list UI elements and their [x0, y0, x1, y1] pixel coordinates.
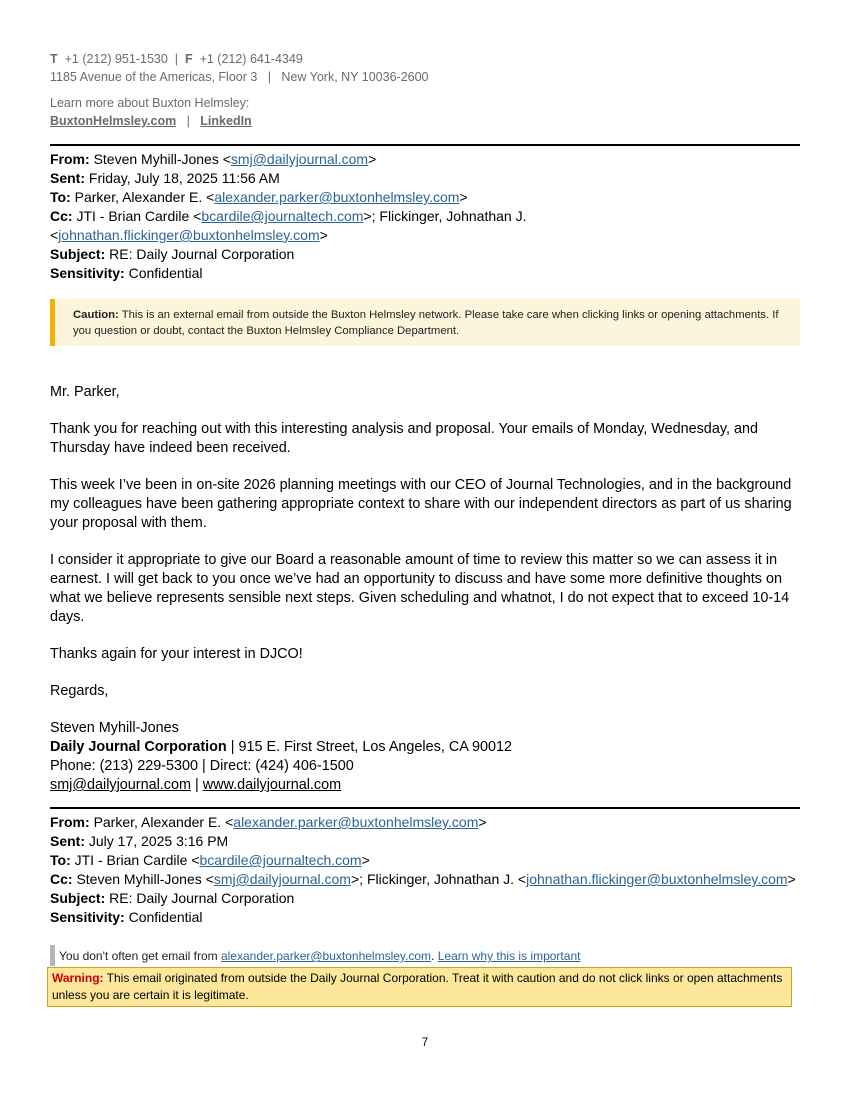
body-paragraph: This week I’ve been in on-site 2026 planning meetings with our CEO of Journal Technologies, and in the background my colleagues have been gathering appropriate context to share with our independent directors as part of us sharing your proposal with them.: [50, 477, 792, 531]
email2-cc2-email-link[interactable]: johnathan.flickinger@buxtonhelmsley.com: [526, 871, 788, 887]
email1-cc: Cc: JTI - Brian Cardile <bcardile@journaltech.com>; Flickinger, Johnathan J. <johnathan.flickinger@buxtonhelmsley.com>: [50, 208, 527, 243]
email1-to: To: Parker, Alexander E. <alexander.parker@buxtonhelmsley.com>: [50, 189, 468, 205]
signature-links-line: smj@dailyjournal.com | www.dailyjournal.com: [50, 777, 342, 793]
email2-to-email-link[interactable]: bcardile@journaltech.com: [199, 852, 362, 868]
email1-from-email-link[interactable]: smj@dailyjournal.com: [230, 151, 369, 167]
learn-more-text: Learn more about Buxton Helmsley:: [50, 96, 250, 110]
email1-to-email-link[interactable]: alexander.parker@buxtonhelmsley.com: [214, 189, 460, 205]
email2-header: [50, 813, 800, 927]
email2-subject: Subject: RE: Daily Journal Corporation: [50, 890, 295, 906]
page-number: 7: [421, 1037, 429, 1049]
closing: Regards,: [50, 683, 109, 699]
signature-site-link[interactable]: www.dailyjournal.com: [202, 777, 342, 793]
email1-from: From: Steven Myhill-Jones <smj@dailyjournal.com>: [50, 151, 377, 167]
email1-cc1-email-link[interactable]: bcardile@journaltech.com: [201, 208, 364, 224]
linkedin-link[interactable]: LinkedIn: [200, 114, 252, 128]
email1-subject: Subject: RE: Daily Journal Corporation: [50, 246, 295, 262]
body-paragraph: I consider it appropriate to give our Board a reasonable amount of time to review this matter so we can assess it in earnest. I will get back to you once we’ve had an opportunity to discuss and have some more definitive thoughts on what we believe represents sensible next steps. Given scheduling and whatnot, I do not expect that to exceed 10-14 days.: [50, 552, 790, 625]
signature-block-top: [50, 50, 800, 130]
signature-links: BuxtonHelmsley.com | LinkedIn: [50, 114, 252, 128]
email2-to: To: JTI - Brian Cardile <bcardile@journaltech.com>: [50, 852, 370, 868]
body-paragraph: Thanks again for your interest in DJCO!: [50, 646, 303, 662]
body-paragraph: Thank you for reaching out with this interesting analysis and proposal. Your emails of Monday, Wednesday, and Thursday have indeed been received.: [50, 421, 758, 456]
email1-signature: [50, 719, 800, 795]
document-page: [50, 50, 800, 1007]
signature-company-line: Daily Journal Corporation | 915 E. First Street, Los Angeles, CA 90012: [50, 739, 513, 755]
email2-from-email-link[interactable]: alexander.parker@buxtonhelmsley.com: [233, 814, 479, 830]
email2-sent: Sent: July 17, 2025 3:16 PM: [50, 833, 229, 849]
email1-cc2-email-link[interactable]: johnathan.flickinger@buxtonhelmsley.com: [58, 227, 320, 243]
email2-cc: Cc: Steven Myhill-Jones <smj@dailyjournal.com>; Flickinger, Johnathan J. <johnathan.flickinger@buxtonhelmsley.com>: [50, 871, 796, 887]
signature-email-link[interactable]: smj@dailyjournal.com: [50, 777, 191, 793]
signature-phone: Phone: (213) 229-5300 | Direct: (424) 406-1500: [50, 758, 354, 774]
greeting: Mr. Parker,: [50, 384, 120, 400]
caution-banner: Caution: This is an external email from outside the Buxton Helmsley network. Please take care when clicking links or opening attachments. If you question or doubt, contact the Buxton Helmsley Compliance Department.: [50, 299, 800, 346]
email1-header: [50, 150, 800, 283]
email2-sensitivity: Sensitivity: Confidential: [50, 909, 203, 925]
email1-body: [50, 383, 800, 701]
email1-sent: Sent: Friday, July 18, 2025 11:56 AM: [50, 170, 280, 186]
contact-phone-line: T +1 (212) 951-1530 | F +1 (212) 641-4349: [50, 52, 303, 66]
email-divider: [50, 807, 800, 809]
email2-from: From: Parker, Alexander E. <alexander.parker@buxtonhelmsley.com>: [50, 814, 487, 830]
email-divider: [50, 144, 800, 146]
external-warning-banner: Warning: This email originated from outside the Daily Journal Corporation. Treat it with caution and do not click links or open attachments unless you are certain it is legitimate.: [47, 967, 792, 1007]
site-link[interactable]: BuxtonHelmsley.com: [50, 114, 177, 128]
signature-name: Steven Myhill-Jones: [50, 720, 179, 736]
email2-cc1-email-link[interactable]: smj@dailyjournal.com: [213, 871, 351, 887]
notice-email-link[interactable]: alexander.parker@buxtonhelmsley.com: [220, 949, 432, 963]
first-contact-notice: You don't often get email from alexander.parker@buxtonhelmsley.com. Learn why this is important: [50, 945, 800, 966]
learn-why-link[interactable]: Learn why this is important: [437, 949, 581, 963]
email1-sensitivity: Sensitivity: Confidential: [50, 265, 203, 281]
contact-address-line: 1185 Avenue of the Americas, Floor 3 | New York, NY 10036-2600: [50, 70, 429, 84]
